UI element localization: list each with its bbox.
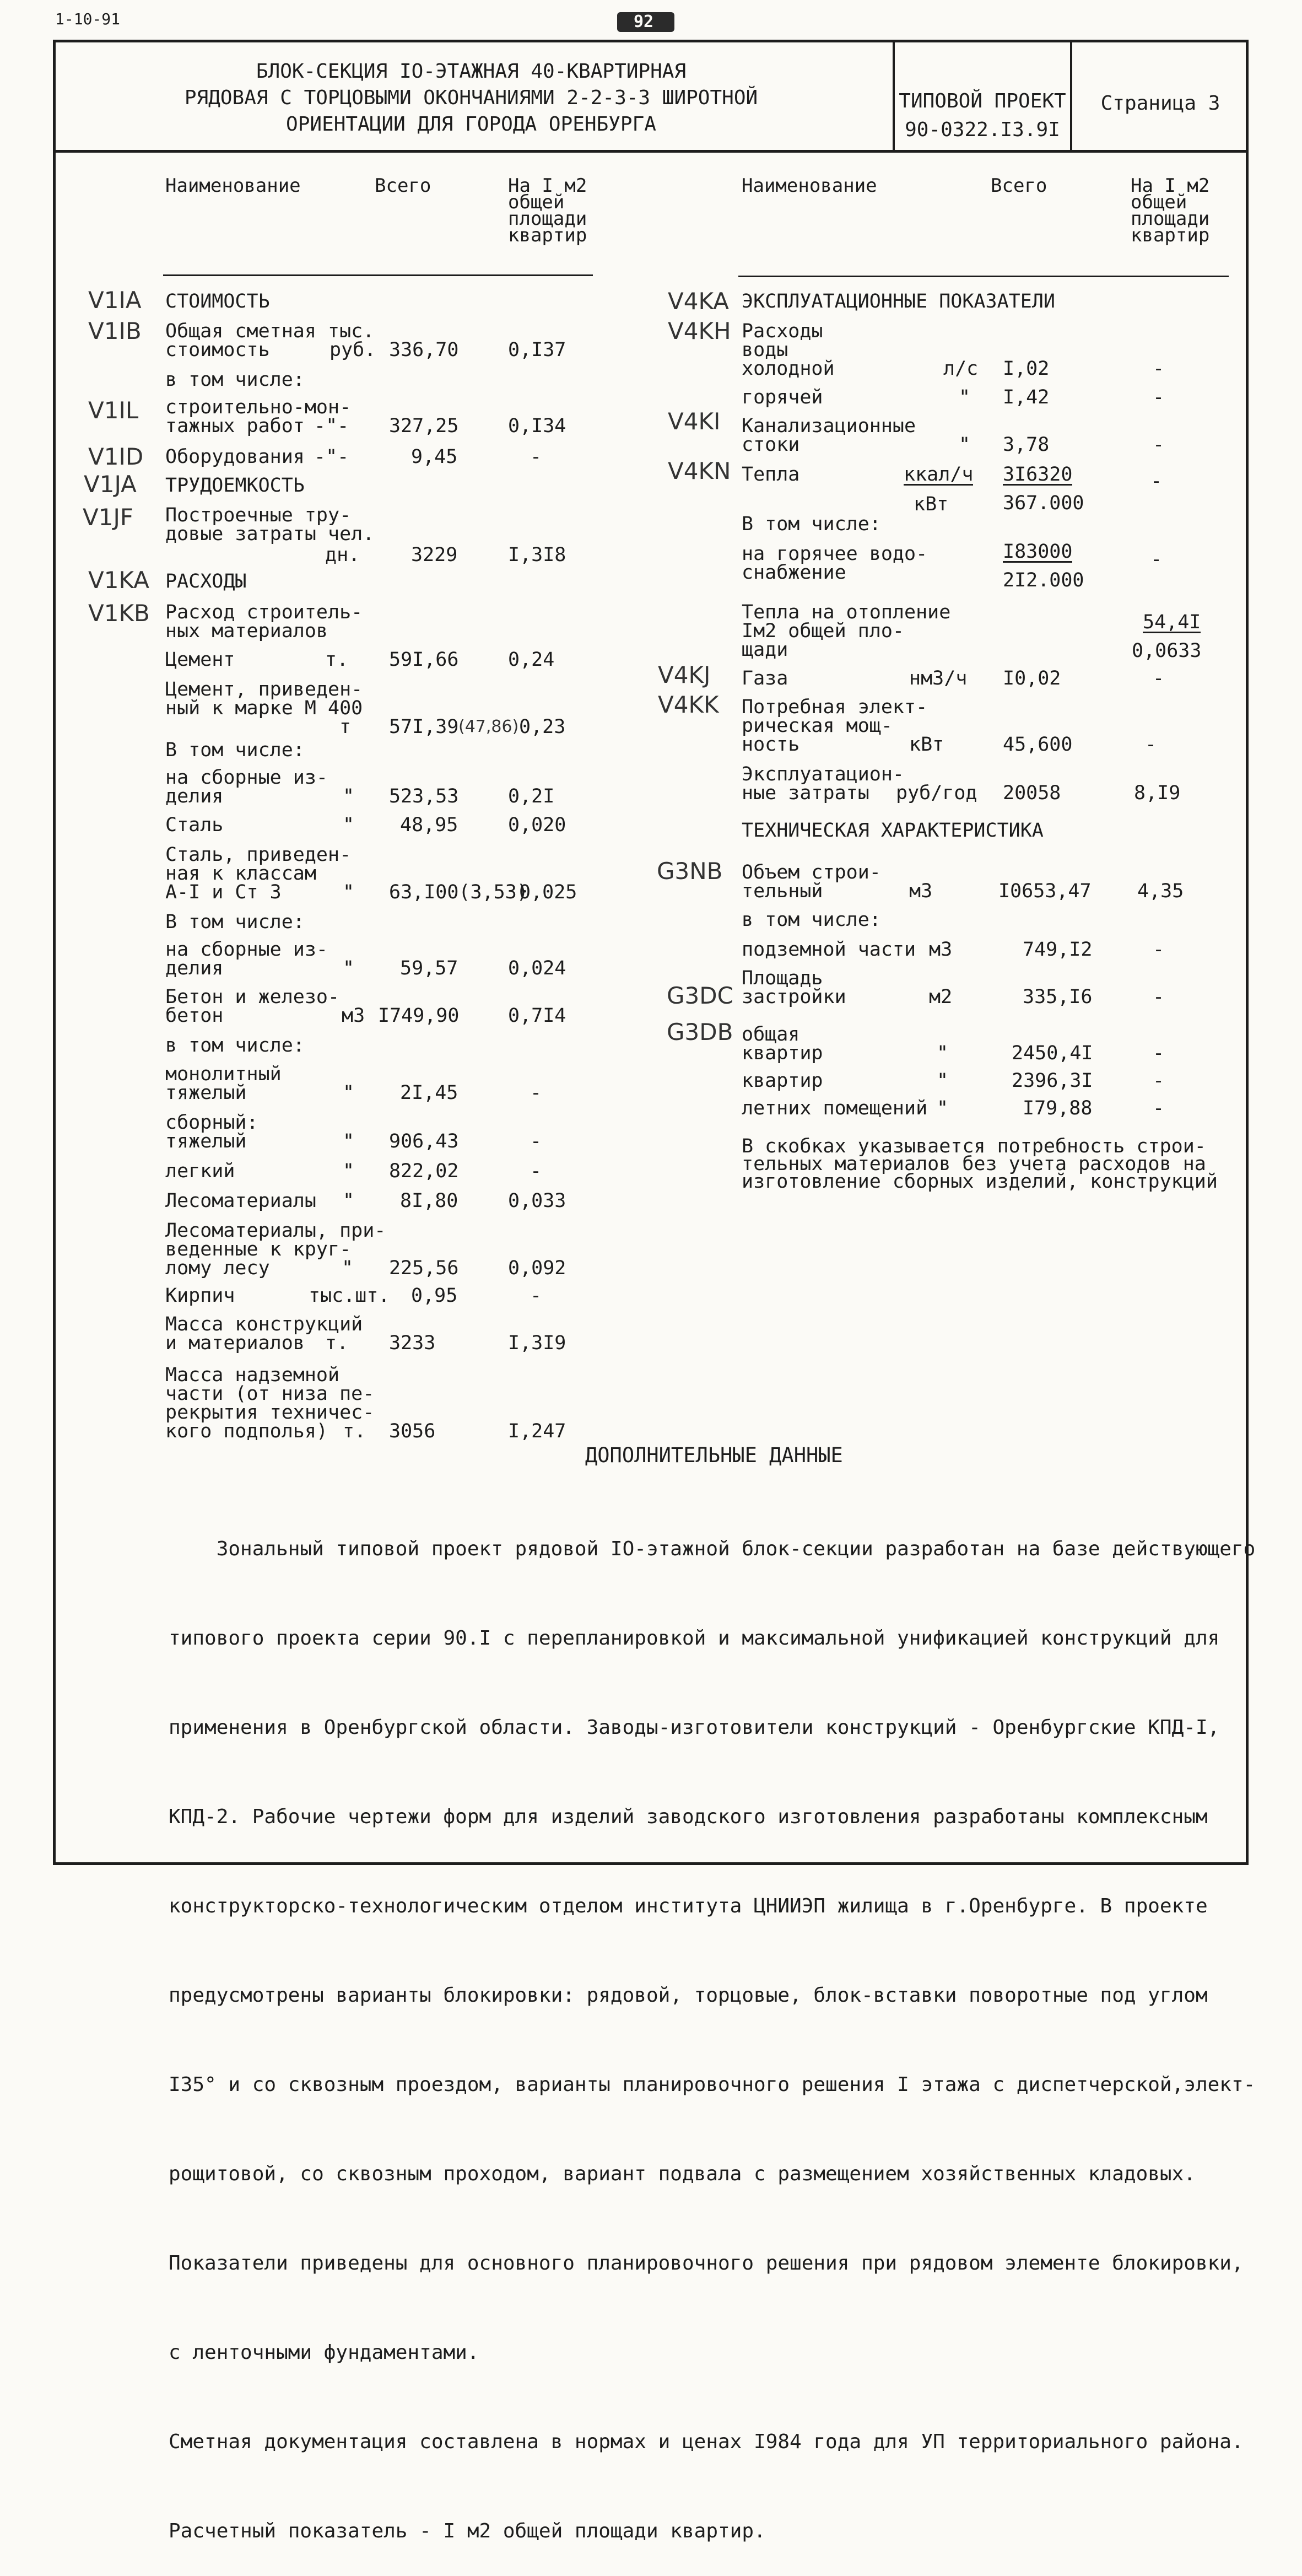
row-code: G3DC — [667, 982, 733, 1009]
row-name: монолитный тяжелый — [165, 1063, 282, 1104]
row-total: 59I,66 — [389, 649, 459, 671]
row-code: G3DB — [667, 1018, 733, 1046]
row-per-m2: 8,I9 — [1134, 782, 1181, 804]
row-total: I,02 — [1003, 358, 1050, 380]
row-per-m2: - — [1153, 939, 1165, 961]
row-per-m2: - — [1153, 667, 1165, 689]
row-per-m2: 0,092 — [508, 1257, 566, 1279]
row-unit: " — [959, 434, 971, 456]
row-code: V4KI — [668, 408, 721, 435]
page-label: Страница 3 — [1100, 92, 1220, 115]
row-per-m2: - — [1150, 548, 1163, 570]
left-header-rule — [163, 274, 593, 276]
row-unit: руб. — [329, 339, 376, 361]
row-name: Тепла — [742, 464, 800, 486]
header-divider-v2 — [1070, 40, 1072, 151]
row-unit: " — [937, 1042, 949, 1064]
paragraph-line: конструкторско-технологическим отделом института ЦНИИЭП жилища в г.Оренбурге. В проекте — [169, 1895, 1208, 1917]
row-name: Лесоматериалы, при- веденные к круг- лому лесу — [165, 1220, 386, 1279]
row-per-m2: I,247 — [508, 1420, 566, 1442]
row-unit: т. — [325, 649, 349, 671]
row-unit: " — [343, 957, 355, 979]
project-label: ТИПОВОЙ ПРОЕКТ — [899, 90, 1066, 112]
row-per-m2: - — [1153, 386, 1165, 408]
row-unit: " — [343, 1160, 355, 1182]
row-per-m2: 0,I34 — [508, 415, 566, 437]
row-name: Масса надземной части (от низа пе- рекрытия техничес- кого подполья) — [165, 1364, 375, 1442]
row-total: I83000 — [1003, 541, 1073, 563]
row-name: Цемент — [165, 649, 235, 671]
row-total: 3233 — [389, 1332, 436, 1354]
row-per-m2: I,3I8 — [508, 544, 566, 566]
corner-mark: 1-10-91 — [55, 10, 121, 28]
row-name: Сталь, приведен- ная к классам А-I и Ст 3 — [165, 844, 352, 903]
row-unit: " — [343, 814, 355, 836]
row-per-m2: - — [530, 446, 542, 468]
row-unit: " — [343, 1082, 355, 1104]
row-total: 523,53 — [389, 785, 459, 807]
section-heading: СТОИМОСТЬ — [165, 290, 270, 312]
row-name: общая квартир — [742, 1023, 823, 1064]
row-per-m2: - — [1153, 1097, 1165, 1119]
row-name: сборный: тяжелый — [165, 1112, 258, 1152]
row-name: квартир — [742, 1070, 823, 1092]
row-name: Оборудования — [165, 446, 305, 468]
row-code: V4KN — [668, 457, 731, 484]
row-total: 2I,45 — [400, 1082, 458, 1104]
row-total: 2450,4I — [1012, 1042, 1093, 1064]
row-unit: руб/год — [896, 782, 977, 804]
row-per-m2: 0,23 — [519, 716, 566, 738]
row-per-m2: - — [1153, 1042, 1165, 1064]
row-per-m2: 0,2I — [508, 785, 555, 807]
row-name: В том числе: — [742, 513, 881, 535]
row-total: 749,I2 — [1023, 939, 1093, 961]
right-col-name: Наименование — [742, 175, 877, 197]
row-unit: тыс.шт. — [309, 1285, 390, 1307]
paragraph-line: КПД-2. Рабочие чертежи форм для изделий заводского изготовления разработаны комплексным — [169, 1806, 1208, 1828]
row-per-m2: 54,4I — [1143, 611, 1201, 633]
row-name: Общая сметная тыс. стоимость — [165, 320, 375, 361]
header-divider-v1 — [893, 40, 895, 151]
row-name: в том числе: — [165, 1034, 305, 1057]
left-col-total: Всего — [375, 175, 431, 197]
archive-stamp: 92 — [617, 12, 674, 32]
row-unit: м3 — [342, 1005, 365, 1027]
row-total: 20058 — [1003, 782, 1061, 804]
row-per-m2: 0,020 — [508, 814, 566, 836]
header-title-line: БЛОК-СЕКЦИЯ IO-ЭТАЖНАЯ 40-КВАРТИРНАЯ — [256, 60, 687, 83]
row-unit: нм3/ч — [909, 667, 968, 689]
left-col-name: Наименование — [165, 175, 301, 197]
row-total-secondary: 2I2.000 — [1003, 569, 1084, 591]
row-per-m2: - — [530, 1160, 542, 1182]
right-col-per-m2: На I м2 общей площади квартир — [1131, 175, 1210, 246]
row-name: Площадь застройки — [742, 967, 846, 1008]
row-total: 906,43 — [389, 1130, 459, 1152]
section-heading: ТЕХНИЧЕСКАЯ ХАРАКТЕРИСТИКА — [742, 820, 1044, 842]
row-total: 8I,80 — [400, 1190, 458, 1212]
row-per-m2: - — [1150, 470, 1163, 492]
row-unit: дн. — [325, 544, 360, 566]
row-name: подземной части — [742, 939, 916, 961]
row-unit: -"- — [314, 446, 349, 468]
row-unit: м2 — [929, 986, 953, 1008]
row-total: 3I6320 — [1003, 464, 1073, 486]
row-name: на горячее водо- снабжение — [742, 543, 928, 584]
section-heading: ЭКСПЛУАТАЦИОННЫЕ ПОКАЗАТЕЛИ — [742, 290, 1055, 312]
row-code: V1JA — [84, 471, 137, 498]
row-per-m2: 0,7I4 — [508, 1005, 566, 1027]
project-number: 90-0322.I3.9I — [905, 118, 1060, 141]
row-unit: " — [343, 1130, 355, 1152]
row-unit: " — [343, 881, 355, 903]
row-code: V1KB — [88, 600, 150, 627]
row-name: на сборные из- делия — [165, 939, 328, 979]
row-code: V1IL — [88, 397, 139, 424]
row-unit: " — [959, 386, 971, 408]
row-per-m2: - — [1153, 986, 1165, 1008]
paragraph-line: типового проекта серии 90.I с перепланировкой и максимальной унификацией конструкций для — [169, 1627, 1220, 1650]
row-per-m2: 0,033 — [508, 1190, 566, 1212]
row-per-m2: - — [1153, 1070, 1165, 1092]
header-divider — [53, 150, 1249, 153]
row-unit: " — [937, 1097, 949, 1119]
row-total: 335,I6 — [1023, 986, 1093, 1008]
row-total: 3056 — [389, 1420, 436, 1442]
paragraph-line: Показатели приведены для основного планировочного решения при рядовом элементе блокировки, — [169, 2252, 1244, 2275]
row-code: V4KA — [668, 288, 729, 315]
additional-text — [169, 1475, 1255, 2576]
row-total-secondary: 367.000 — [1003, 492, 1084, 514]
row-unit: т — [339, 716, 352, 738]
paragraph-line: рощитовой, со сквозным проходом, вариант подвала с размещением хозяйственных кладовых. — [169, 2163, 1196, 2185]
row-name: Потребная элект- рическая мощ- ность — [742, 696, 928, 756]
paragraph-line: Расчетный показатель - I м2 общей площади квартир. — [169, 2520, 766, 2542]
row-name: Лесоматериалы — [165, 1190, 316, 1212]
row-unit: т. — [343, 1420, 366, 1442]
row-name: Масса конструкций и материалов — [165, 1313, 363, 1354]
row-unit: м3 — [929, 939, 953, 961]
row-name: на сборные из- делия — [165, 767, 328, 807]
row-name: строительно-мон- тажных работ — [165, 396, 352, 437]
row-code: G3NB — [657, 858, 723, 885]
row-code: V1KA — [88, 567, 149, 594]
row-per-m2: - — [530, 1082, 542, 1104]
row-code: V4KH — [668, 317, 731, 344]
right-header-rule — [738, 276, 1229, 277]
row-unit: ккал/ч — [904, 464, 974, 486]
row-unit: " — [342, 1257, 354, 1279]
row-total: 59,57 — [400, 957, 458, 979]
row-per-m2: - — [1145, 734, 1157, 756]
row-per-m2: - — [1153, 358, 1165, 380]
row-total: 2396,3I — [1012, 1070, 1093, 1092]
footnote: В скобках указывается потребность строи- тельных материалов без учета расходов на изготовление сборных изделий, конструкций — [742, 1135, 1218, 1193]
row-name: Газа — [742, 667, 788, 689]
row-unit: " — [343, 1190, 355, 1212]
row-name: Сталь — [165, 814, 224, 836]
row-unit: " — [343, 785, 355, 807]
row-unit-secondary: кВт — [914, 493, 949, 515]
row-total: I749,90 — [378, 1005, 460, 1027]
row-total: 45,600 — [1003, 734, 1073, 756]
row-name: Расход строитель- ных материалов — [165, 601, 363, 642]
row-code: V4KK — [658, 691, 719, 718]
row-total: 822,02 — [389, 1160, 459, 1182]
row-total: 3229 — [411, 544, 458, 566]
row-name: в том числе: — [742, 909, 881, 931]
row-total: 9,45 — [411, 446, 458, 468]
row-unit: л/с — [943, 358, 979, 380]
row-total: 48,95 — [400, 814, 458, 836]
additional-title: ДОПОЛНИТЕЛЬНЫЕ ДАННЫЕ — [585, 1443, 843, 1467]
row-unit: -"- — [314, 415, 349, 437]
row-name: Кирпич — [165, 1285, 235, 1307]
row-total-note: (47,86) — [458, 717, 519, 736]
paragraph-line: с ленточными фундаментами. — [169, 2341, 479, 2364]
row-total: I0,02 — [1003, 667, 1061, 689]
row-total: 63,I00(3,53) — [389, 881, 528, 903]
row-unit: кВт — [909, 734, 944, 756]
row-code: V4KJ — [658, 661, 711, 688]
row-name: Цемент, приведен- ный к марке М 400 — [165, 678, 363, 719]
section-heading: РАСХОДЫ — [165, 570, 247, 592]
paragraph-line: применения в Оренбургской области. Заводы-изготовители конструкций - Оренбургские КПД-I, — [169, 1716, 1220, 1739]
row-per-m2: - — [1153, 434, 1165, 456]
row-name: Эксплуатацион- ные затраты — [742, 763, 905, 804]
header-title-line: РЯДОВАЯ С ТОРЦОВЫМИ ОКОНЧАНИЯМИ 2-2-3-3 ШИРОТНОЙ — [184, 87, 758, 109]
row-per-m2: - — [530, 1285, 542, 1307]
row-code: V1IB — [88, 317, 142, 344]
row-per-m2: 0,025 — [519, 881, 577, 903]
row-name: в том числе: — [165, 369, 305, 391]
row-name: легкий — [165, 1160, 235, 1182]
row-total: 0,95 — [411, 1285, 458, 1307]
row-name: Тепла на отопление Iм2 общей пло- щади — [742, 601, 951, 661]
row-per-m2: 0,024 — [508, 957, 566, 979]
row-total: 57I,39 — [389, 716, 459, 738]
row-name: Канализационные стоки — [742, 415, 916, 456]
row-code: V1JF — [83, 504, 133, 531]
paragraph-line: Зональный типовой проект рядовой IO-этажной блок-секции разработан на базе действующего — [169, 1538, 1256, 1560]
row-unit: м3 — [909, 880, 933, 902]
right-col-total: Всего — [991, 175, 1047, 197]
row-total: 336,70 — [389, 339, 459, 361]
row-name: горячей — [742, 386, 823, 408]
row-name: Расходы воды холодной — [742, 320, 835, 380]
row-name: В том числе: — [165, 911, 305, 933]
row-unit: т. — [325, 1332, 349, 1354]
row-total: I0653,47 — [998, 880, 1092, 902]
row-name: Бетон и железо- бетон — [165, 986, 340, 1027]
paragraph-line: Сметная документация составлена в нормах и ценах I984 года для УП территориального района. — [169, 2431, 1244, 2453]
header-title — [61, 58, 882, 138]
row-total: I79,88 — [1023, 1097, 1093, 1119]
paragraph-line: предусмотрены варианты блокировки: рядовой, торцовые, блок-вставки поворотные под углом — [169, 1984, 1208, 2007]
header-title-line: ОРИЕНТАЦИИ ДЛЯ ГОРОДА ОРЕНБУРГА — [286, 113, 656, 136]
row-total: 225,56 — [389, 1257, 459, 1279]
row-per-m2: 0,I37 — [508, 339, 566, 361]
row-total: I,42 — [1003, 386, 1050, 408]
row-name: Объем строи- тельный — [742, 861, 881, 902]
row-name: летних помещений — [742, 1097, 928, 1119]
row-code: V1ID — [88, 443, 144, 470]
row-per-m2-secondary: 0,0633 — [1132, 640, 1202, 662]
row-code: V1IA — [88, 287, 142, 314]
row-per-m2: I,3I9 — [508, 1332, 566, 1354]
row-name: В том числе: — [165, 739, 305, 761]
paragraph-line: I35° и со сквозным проездом, варианты планировочного решения I этажа с диспетчерской,элект- — [169, 2073, 1256, 2096]
row-per-m2: 0,24 — [508, 649, 555, 671]
section-heading: ТРУДОЕМКОСТЬ — [165, 475, 305, 497]
row-per-m2: 4,35 — [1137, 880, 1184, 902]
row-name: Построечные тру- довые затраты чел. — [165, 504, 375, 545]
row-total: 3,78 — [1003, 434, 1050, 456]
left-col-per-m2: На I м2 общей площади квартир — [508, 175, 587, 246]
row-total: 327,25 — [389, 415, 459, 437]
row-per-m2: - — [530, 1130, 542, 1152]
row-unit: " — [937, 1070, 949, 1092]
